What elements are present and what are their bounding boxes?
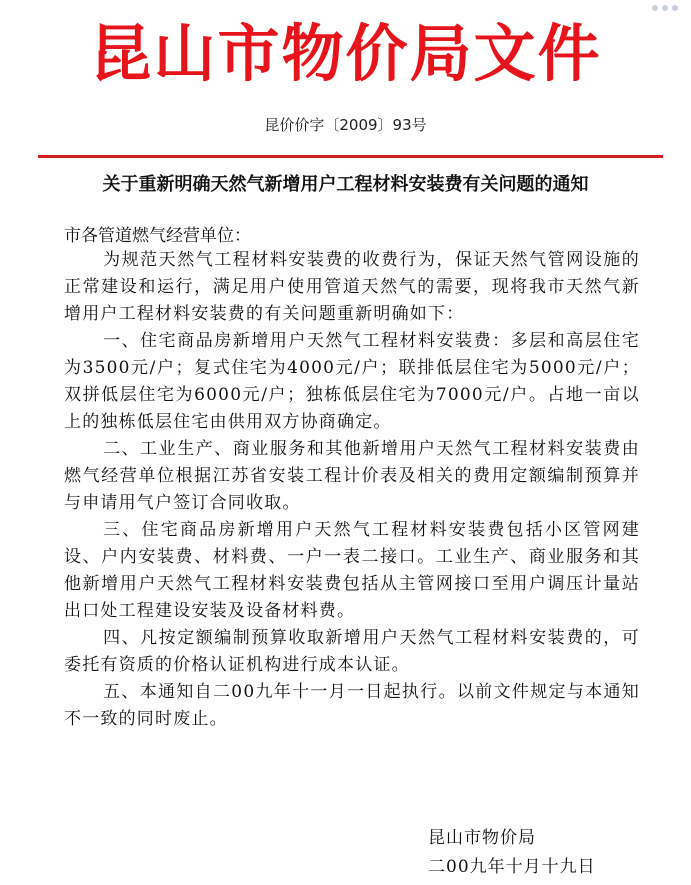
paragraph-item-3: 三、住宅商品房新增用户天然气工程材料安装费包括小区管网建设、户内安装费、材料费、一户一表二接口。工业生产、商业服务和其他新增用户天然气工程材料安装费包括从主管网接口至用户调压计量站出口处工程建设安装及设备材料费。 (64, 520, 640, 621)
addressee: 市各管道燃气经营单位： (64, 226, 251, 246)
agency-title: 昆山市物价局文件 (89, 17, 602, 90)
issue-date: 二00九年十月十九日 (428, 857, 596, 877)
scan-artifact-icon (645, 2, 685, 16)
paragraph-intro: 为规范天然气工程材料安装费的收费行为，保证天然气管网设施的正常建设和运行，满足用户使用管道天然气的需要，现将我市天然气新增用户工程材料安装费的有关问题重新明确如下： (64, 250, 640, 324)
document-number: 昆价价字〔2009〕93号 (264, 116, 427, 134)
paragraph-item-1: 一、住宅商品房新增用户天然气工程材料安装费：多层和高层住宅为3500元/户；复式住宅为4000元/户；联排低层住宅为5000元/户；双拼低层住宅为6000元/户；独栋低层住宅为7000元/户。占地一亩以上的独栋低层住宅由供用双方协商确定。 (64, 331, 640, 432)
document-title: 关于重新明确天然气新增用户工程材料安装费有关问题的通知 (102, 174, 589, 195)
paragraph-item-2: 二、工业生产、商业服务和其他新增用户天然气工程材料安装费由燃气经营单位根据江苏省安装工程计价表及相关的费用定额编制预算并与申请用气户签订合同收取。 (64, 439, 640, 513)
issuing-agency: 昆山市物价局 (428, 828, 536, 848)
red-separator-line (38, 155, 663, 158)
paragraph-item-4: 四、凡按定额编制预算收取新增用户天然气工程材料安装费的，可委托有资质的价格认证机构进行成本认证。 (64, 628, 640, 675)
paragraph-item-5: 五、本通知自二00九年十一月一日起执行。以前文件规定与本通知不一致的同时废止。 (64, 682, 640, 729)
document-body (64, 247, 640, 733)
